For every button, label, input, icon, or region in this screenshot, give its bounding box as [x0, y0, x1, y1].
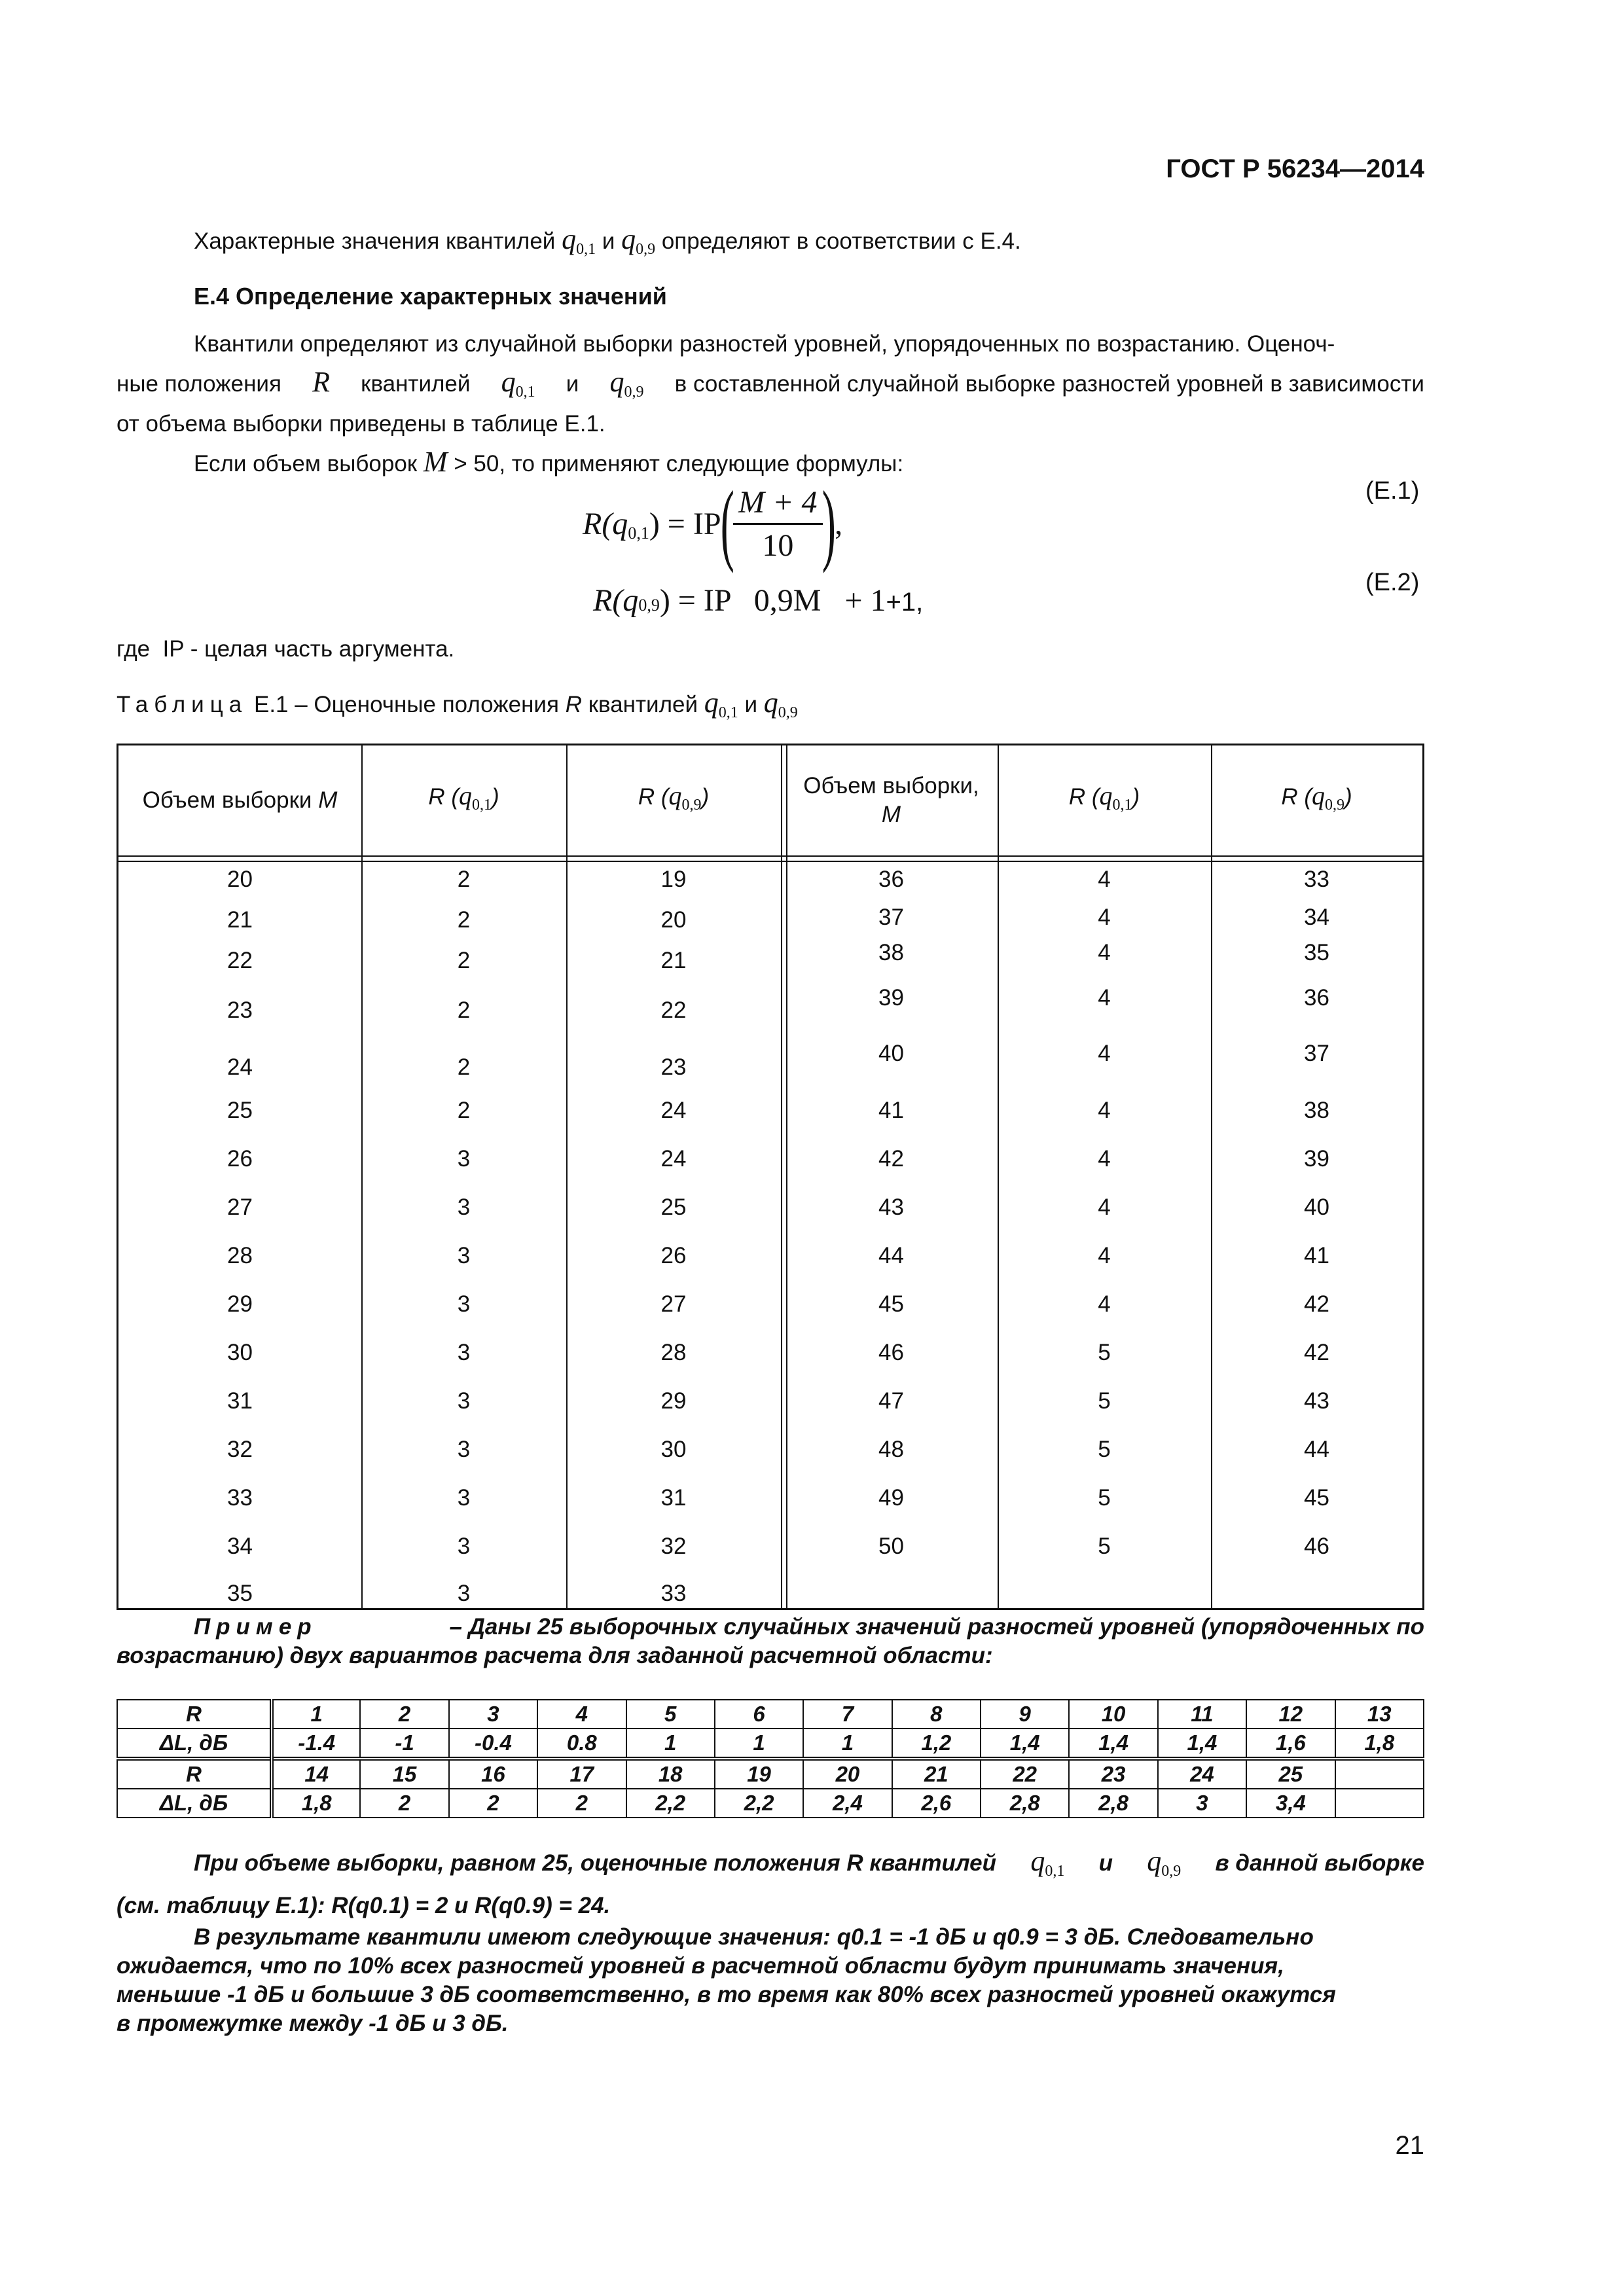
- table-cell: 47: [878, 1388, 904, 1414]
- header-r-q09-2: R $(q_{0,9})$: [1281, 781, 1352, 814]
- example-table-cell: 1: [715, 1729, 803, 1759]
- table-cell: 35: [227, 1581, 253, 1606]
- table-cell: 2: [457, 948, 471, 973]
- table-cell: 26: [227, 1146, 253, 1172]
- table-cell: 34: [1304, 905, 1329, 930]
- row-label: R: [117, 1759, 272, 1789]
- example-table-cell: 9: [981, 1700, 1069, 1729]
- intro-text-b: определяют в соответствии с Е.4.: [661, 228, 1021, 254]
- formula1-tail: ,: [835, 506, 843, 541]
- conclusion-p2-line2: ожидается, что по 10% всех разностей уровней в расчетной области будут принимать значения,: [117, 1953, 1284, 1979]
- example-table-cell: 12: [1246, 1700, 1335, 1729]
- table-cell: 24: [227, 1054, 253, 1080]
- M-symbol: M: [423, 446, 448, 478]
- table-cell: 38: [878, 940, 904, 965]
- table-cell: 28: [660, 1340, 687, 1365]
- example-table-cell: 22: [981, 1759, 1069, 1789]
- table-cell: 35: [1304, 940, 1329, 965]
- example-table-cell: 1,4: [1069, 1729, 1157, 1759]
- table-cell: 24: [660, 1146, 687, 1172]
- conclusion-line1: [194, 1847, 1424, 1886]
- table-cell: 20: [227, 867, 253, 892]
- table-cell: 20: [660, 907, 687, 933]
- table-cell: 45: [878, 1291, 904, 1317]
- where-note: где IP - целая часть аргумента.: [117, 636, 455, 662]
- example-table-cell: 8: [892, 1700, 981, 1729]
- intro-and: и: [602, 228, 615, 254]
- header-r-q01: R $(q_{0,1})$: [428, 781, 499, 814]
- example-table-row: [117, 1729, 1424, 1759]
- table-cell: 5: [1098, 1340, 1111, 1365]
- example-table-cell: 1: [626, 1729, 715, 1759]
- q09-symbol: $q_{0,9}$: [621, 223, 656, 258]
- example-text1: – Даны 25 выборочных случайных значений разностей уровней (упорядоченных по: [449, 1614, 1424, 1640]
- formula1-rhs: ) = IP: [649, 506, 721, 541]
- table-cell: 2: [457, 1098, 471, 1123]
- fraction: [733, 484, 822, 564]
- para1-line2: [117, 368, 1424, 406]
- example-table-cell: 0.8: [537, 1729, 626, 1759]
- header-r-q09: R $(q_{0,9})$: [638, 781, 710, 814]
- example-table-cell: 1,2: [892, 1729, 981, 1759]
- table-cell: 4: [1098, 1194, 1111, 1220]
- example-table-cell: 17: [537, 1759, 626, 1789]
- table-cell: 21: [227, 907, 253, 933]
- example-table-cell: 3: [1158, 1789, 1246, 1818]
- example-table-cell: 2: [449, 1789, 537, 1818]
- table-cell: 44: [1304, 1437, 1329, 1462]
- example-table-cell: 11: [1158, 1700, 1246, 1729]
- table-cell: 33: [660, 1581, 687, 1606]
- table-cell: 4: [1098, 867, 1111, 892]
- table-caption: [117, 689, 798, 727]
- q09-symbol: $q_{0,9}$: [609, 366, 644, 401]
- example-table-cell: 2: [360, 1789, 448, 1818]
- table-cell: 26: [660, 1243, 687, 1268]
- example-table-cell: [1335, 1759, 1424, 1789]
- para2-line: [194, 448, 903, 478]
- table-cell: 30: [660, 1437, 687, 1462]
- example-table-cell: 16: [449, 1759, 537, 1789]
- para2-a: Если объем выборок: [194, 451, 418, 476]
- para1-line3: от объема выборки приведены в таблице Е.1.: [117, 411, 605, 437]
- example-table-cell: 2: [360, 1700, 448, 1729]
- table-cell: 33: [227, 1485, 253, 1511]
- table-cell: 4: [1098, 1291, 1111, 1317]
- conclusion-b: и: [1098, 1850, 1113, 1876]
- table-cell: 2: [457, 1054, 471, 1080]
- table-cell: 29: [227, 1291, 253, 1317]
- example-label: Пример: [194, 1614, 317, 1640]
- table-cell: 45: [1304, 1485, 1329, 1511]
- table-cell: 29: [660, 1388, 687, 1414]
- table-cell: 3: [457, 1534, 471, 1559]
- table-cell: 36: [1304, 985, 1329, 1011]
- example-table-cell: 3,4: [1246, 1789, 1335, 1818]
- header-r-q01-2: R $(q_{0,1})$: [1068, 781, 1140, 814]
- table-cell: 2: [457, 997, 471, 1023]
- example-table-cell: 2,8: [1069, 1789, 1157, 1818]
- row-label: R: [117, 1700, 272, 1729]
- document-id: ГОСТ Р 56234—2014: [1166, 154, 1424, 183]
- example-table-cell: 1: [803, 1729, 892, 1759]
- q09-symbol: $q_{0,9}$: [1147, 1845, 1182, 1880]
- conclusion-c: в данной выборке: [1215, 1850, 1424, 1876]
- example-line2: возрастанию) двух вариантов расчета для заданной расчетной области:: [117, 1643, 993, 1668]
- table-cell: 42: [1304, 1291, 1329, 1317]
- right-paren: ): [821, 473, 836, 574]
- example-table-cell: 23: [1069, 1759, 1157, 1789]
- example-table-cell: 13: [1335, 1700, 1424, 1729]
- para1-line2-d: в составленной случайной выборке разностей уровней в зависимости: [674, 371, 1424, 397]
- example-table-cell: 1,6: [1246, 1729, 1335, 1759]
- table-cell: 2: [457, 867, 471, 892]
- conclusion-p2-line4: в промежутке между -1 дБ и 3 дБ.: [117, 2011, 509, 2036]
- table-cell: 27: [227, 1194, 253, 1220]
- table-cell: 22: [660, 997, 687, 1023]
- example-table-cell: 21: [892, 1759, 981, 1789]
- table-cell: 4: [1098, 1041, 1111, 1066]
- table-cell: 27: [660, 1291, 687, 1317]
- conclusion-p2-line1: В результате квантили имеют следующие значения: q0.1 = -1 дБ и q0.9 = 3 дБ. Следовательно: [194, 1924, 1314, 1950]
- example-table-cell: 1,4: [981, 1729, 1069, 1759]
- table-cell: 3: [457, 1437, 471, 1462]
- table-cell: 4: [1098, 985, 1111, 1011]
- table-cell: 22: [227, 948, 253, 973]
- q01-symbol: $q_{0,1}$: [1030, 1845, 1065, 1880]
- table-cell: 33: [1304, 867, 1329, 892]
- table-cell: 41: [878, 1098, 904, 1123]
- table-cell: 43: [878, 1194, 904, 1220]
- example-table-row: [117, 1789, 1424, 1818]
- example-table-cell: 25: [1246, 1759, 1335, 1789]
- conclusion-a: При объеме выборки, равном 25, оценочные положения R квантилей: [194, 1850, 997, 1876]
- example-table-cell: 7: [803, 1700, 892, 1729]
- table-cell: 5: [1098, 1485, 1111, 1511]
- table-cell: 28: [227, 1243, 253, 1268]
- table-cell: 25: [227, 1098, 253, 1123]
- para1-line1: Квантили определяют из случайной выборки разностей уровней, упорядоченных по возрастанию. Оценоч-: [194, 331, 1335, 357]
- example-table-cell: 2,2: [715, 1789, 803, 1818]
- table-cell: 34: [227, 1534, 253, 1559]
- table-cell: 39: [878, 985, 904, 1011]
- q01-symbol: $q_{0,1}$: [704, 687, 738, 721]
- table-cell: 24: [660, 1098, 687, 1123]
- table-cell: 31: [227, 1388, 253, 1414]
- table-cell: 32: [227, 1437, 253, 1462]
- table-cell: 42: [1304, 1340, 1329, 1365]
- R-symbol: R: [312, 366, 330, 398]
- table-cell: 23: [660, 1054, 687, 1080]
- formula-e1: [583, 473, 843, 574]
- table-cell: 21: [660, 948, 687, 973]
- table-cell: 40: [1304, 1194, 1329, 1220]
- table-cell: 25: [660, 1194, 687, 1220]
- example-table-cell: 20: [803, 1759, 892, 1789]
- formula1-sub: 0,1: [628, 524, 649, 543]
- table-cell: 3: [457, 1581, 471, 1606]
- table-cell: 4: [1098, 940, 1111, 965]
- table-cell: 50: [878, 1534, 904, 1559]
- fraction-numerator: M + 4: [733, 484, 822, 525]
- q09-symbol: $q_{0,9}$: [763, 687, 798, 721]
- table-cell: 30: [227, 1340, 253, 1365]
- example-line1: [194, 1613, 1424, 1641]
- table-cell: 3: [457, 1485, 471, 1511]
- example-table-cell: 24: [1158, 1759, 1246, 1789]
- example-table-cell: 2,2: [626, 1789, 715, 1818]
- example-table-cell: 1,4: [1158, 1729, 1246, 1759]
- example-table: [117, 1699, 1424, 1818]
- example-table-cell: 15: [360, 1759, 448, 1789]
- table-cell: 3: [457, 1146, 471, 1172]
- example-table-cell: 2,6: [892, 1789, 981, 1818]
- example-table-cell: 2: [537, 1789, 626, 1818]
- table-cell: 4: [1098, 905, 1111, 930]
- example-table-cell: 2,8: [981, 1789, 1069, 1818]
- conclusion-p2-line3: меньшие -1 дБ и большие 3 дБ соответственно, в то время как 80% всех разностей уровней окажутся: [117, 1982, 1336, 2007]
- formula-e2: [593, 583, 923, 619]
- example-table-cell: 1,8: [272, 1789, 360, 1818]
- page-number: 21: [1395, 2131, 1424, 2160]
- intro-text-a: Характерные значения квантилей: [194, 228, 556, 254]
- formula-e2-label: (Е.2): [1365, 569, 1420, 596]
- table-cell: 42: [878, 1146, 904, 1172]
- table-cell: 37: [1304, 1041, 1329, 1066]
- table-cell: 19: [660, 867, 687, 892]
- table-cell: 4: [1098, 1098, 1111, 1123]
- table-cell: 23: [227, 997, 253, 1023]
- example-table-cell: 1: [272, 1700, 360, 1729]
- header-divider-double: [118, 855, 1422, 862]
- left-paren: (: [720, 473, 734, 574]
- formula2-tail: +1,: [886, 588, 924, 617]
- table-cell: 40: [878, 1041, 904, 1066]
- table-cell: 3: [457, 1194, 471, 1220]
- example-table-cell: 18: [626, 1759, 715, 1789]
- table-cell: 31: [660, 1485, 687, 1511]
- example-table-cell: 10: [1069, 1700, 1157, 1729]
- para2-b: > 50, то применяют следующие формулы:: [454, 451, 904, 476]
- example-table-cell: 2,4: [803, 1789, 892, 1818]
- table-cell: 3: [457, 1340, 471, 1365]
- formula-e1-label: (Е.1): [1365, 477, 1420, 505]
- conclusion-line2: (см. таблицу Е.1): R(q0.1) = 2 и R(q0.9) = 24.: [117, 1893, 611, 1918]
- example-table-cell: 1,8: [1335, 1729, 1424, 1759]
- example-table-cell: 4: [537, 1700, 626, 1729]
- fraction-denominator: 10: [762, 528, 794, 563]
- para1-line2-b: квантилей: [361, 371, 471, 397]
- row-label: ΔL, дБ: [117, 1729, 272, 1759]
- table-cell: 39: [1304, 1146, 1329, 1172]
- para1-line2-a: ные положения: [117, 371, 281, 397]
- q01-symbol: $q_{0,1}$: [562, 223, 596, 258]
- table-cell: 2: [457, 907, 471, 933]
- example-table-cell: 6: [715, 1700, 803, 1729]
- q01-symbol: $q_{0,1}$: [501, 366, 535, 401]
- caption-and: и: [744, 692, 758, 717]
- table-cell: 3: [457, 1388, 471, 1414]
- table-cell: 46: [1304, 1534, 1329, 1559]
- table-cell: 5: [1098, 1534, 1111, 1559]
- caption-quantiles: квантилей: [588, 692, 698, 717]
- caption-rest: Е.1 – Оценочные положения: [253, 692, 559, 717]
- caption-R: R: [565, 692, 582, 717]
- formula2-rhs: ) = IP 0,9M + 1: [659, 583, 886, 618]
- table-cell: 49: [878, 1485, 904, 1511]
- para1-line2-c: и: [566, 371, 579, 397]
- table-cell: 48: [878, 1437, 904, 1462]
- example-table-row: [117, 1759, 1424, 1789]
- formula2-sub: 0,9: [638, 596, 660, 615]
- example-table-cell: 14: [272, 1759, 360, 1789]
- example-table-cell: [1335, 1789, 1424, 1818]
- section-title: Е.4 Определение характерных значений: [194, 283, 667, 310]
- example-table-cell: 19: [715, 1759, 803, 1789]
- table-cell: 41: [1304, 1243, 1329, 1268]
- formula2-lhs: R(q: [593, 583, 639, 618]
- table-e1: [117, 744, 1424, 1610]
- table-cell: 4: [1098, 1146, 1111, 1172]
- table-cell: 36: [878, 867, 904, 892]
- example-table-cell: -1.4: [272, 1729, 360, 1759]
- table-cell: 5: [1098, 1388, 1111, 1414]
- table-cell: 43: [1304, 1388, 1329, 1414]
- table-cell: 5: [1098, 1437, 1111, 1462]
- example-table-cell: -0.4: [449, 1729, 537, 1759]
- table-cell: 3: [457, 1243, 471, 1268]
- table-cell: 4: [1098, 1243, 1111, 1268]
- header-sample-size-2: Объем выборки, M: [803, 773, 979, 827]
- table-cell: 3: [457, 1291, 471, 1317]
- example-table-cell: 3: [449, 1700, 537, 1729]
- table-cell: 44: [878, 1243, 904, 1268]
- intro-line: [194, 225, 1021, 264]
- table-cell: 46: [878, 1340, 904, 1365]
- table-cell: 37: [878, 905, 904, 930]
- header-sample-size: Объем выборки M: [142, 787, 338, 813]
- example-table-cell: 5: [626, 1700, 715, 1729]
- example-table-row: [117, 1700, 1424, 1729]
- table-cell: 38: [1304, 1098, 1329, 1123]
- table-cell: 32: [660, 1534, 687, 1559]
- formula1-lhs: R(q: [583, 506, 628, 541]
- row-label: ΔL, дБ: [117, 1789, 272, 1818]
- example-table-cell: -1: [360, 1729, 448, 1759]
- caption-word: Таблица: [117, 692, 248, 717]
